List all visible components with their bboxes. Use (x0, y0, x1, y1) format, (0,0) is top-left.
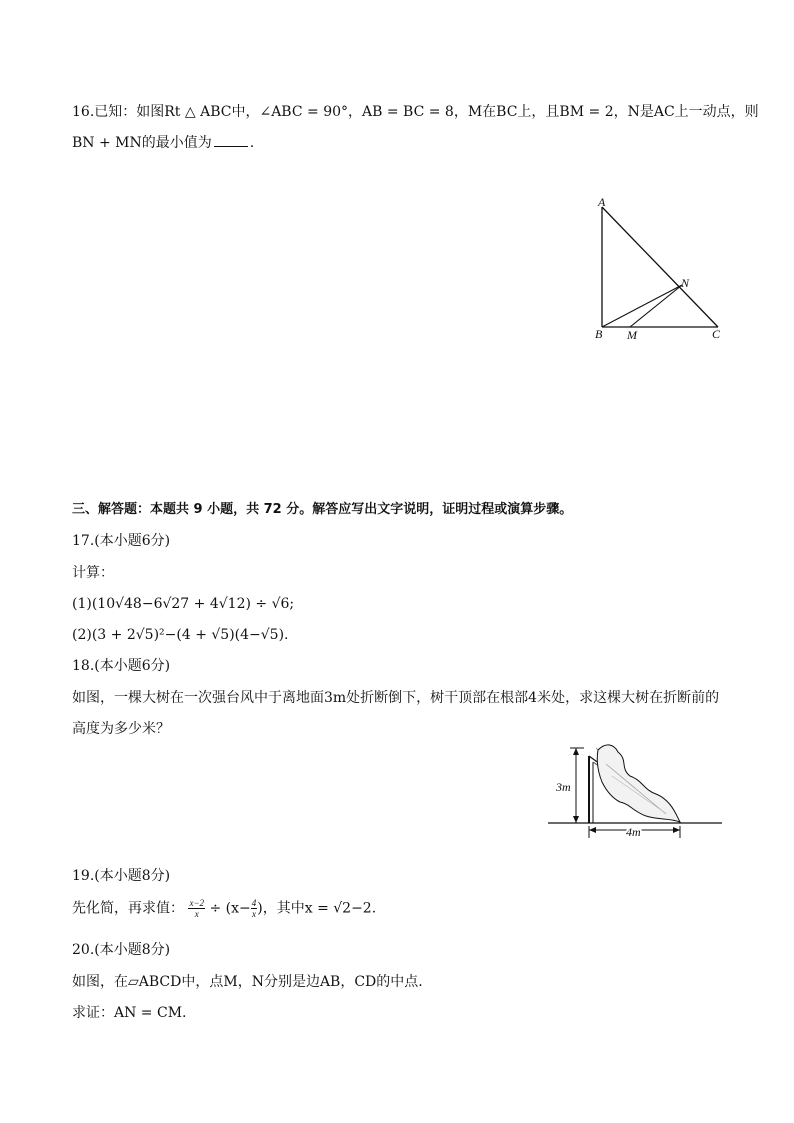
label-A: A (598, 195, 606, 209)
answer-blank (214, 134, 248, 147)
q17-header: 17.(本小题6分) (72, 533, 171, 549)
label-C: C (712, 327, 721, 341)
q20-text-line1: 如图，在▱ABCD中，点M，N分别是边AB，CD的中点. (72, 974, 423, 990)
q19-expression (72, 898, 376, 919)
q16-text-line1: 16.已知：如图Rt △ ABC中，∠ABC = 90°，AB = BC = 8，M在BC上，且BM = 2，N是AC上一动点，则 (72, 104, 759, 120)
q17-instruction: 计算： (72, 565, 114, 581)
q17-part2: (2)(3 + 2√5)²−(4 + √5)(4−√5). (72, 627, 289, 643)
height-label: 3m (556, 780, 571, 794)
label-B: B (595, 327, 603, 341)
q19-prefix: 先化简，再求值： (72, 900, 184, 917)
q18-tree-figure (546, 742, 726, 842)
label-N: N (681, 276, 690, 290)
section-3-title: 三、解答题：本题共 9 小题，共 72 分。解答应写出文字说明，证明过程或演算步骤。 (72, 502, 573, 517)
q20-header: 20.(本小题8分) (72, 942, 171, 958)
q17-part1: (1)(10√48−6√27 + 4√12) ÷ √6; (72, 596, 295, 612)
q16-line2-suffix: . (249, 135, 255, 151)
q16-triangle-figure (590, 195, 730, 345)
fraction-1-numerator: x−2 (189, 898, 205, 908)
label-M: M (627, 328, 637, 342)
q16-line2-prefix: BN + MN的最小值为 (72, 135, 212, 151)
fraction-1 (188, 898, 205, 919)
q20-text-line2: 求证：AN = CM. (72, 1005, 187, 1021)
q19-middle: ÷ (x− (209, 900, 251, 917)
base-label: 4m (626, 825, 641, 839)
q18-text-line1: 如图，一棵大树在一次强台风中于离地面3m处折断倒下，树干顶部在根部4米处，求这棵大树在折断前的 (72, 690, 720, 706)
q16-text-line2 (72, 133, 254, 153)
fraction-2-denominator: x (252, 909, 257, 919)
fraction-2-numerator: 4 (251, 898, 257, 908)
q19-header: 19.(本小题8分) (72, 868, 171, 884)
q18-text-line2: 高度为多少米？ (72, 721, 170, 737)
q18-header: 18.(本小题6分) (72, 658, 171, 674)
q19-suffix: )，其中x = √2−2. (257, 900, 377, 917)
fraction-1-denominator: x (194, 909, 199, 919)
